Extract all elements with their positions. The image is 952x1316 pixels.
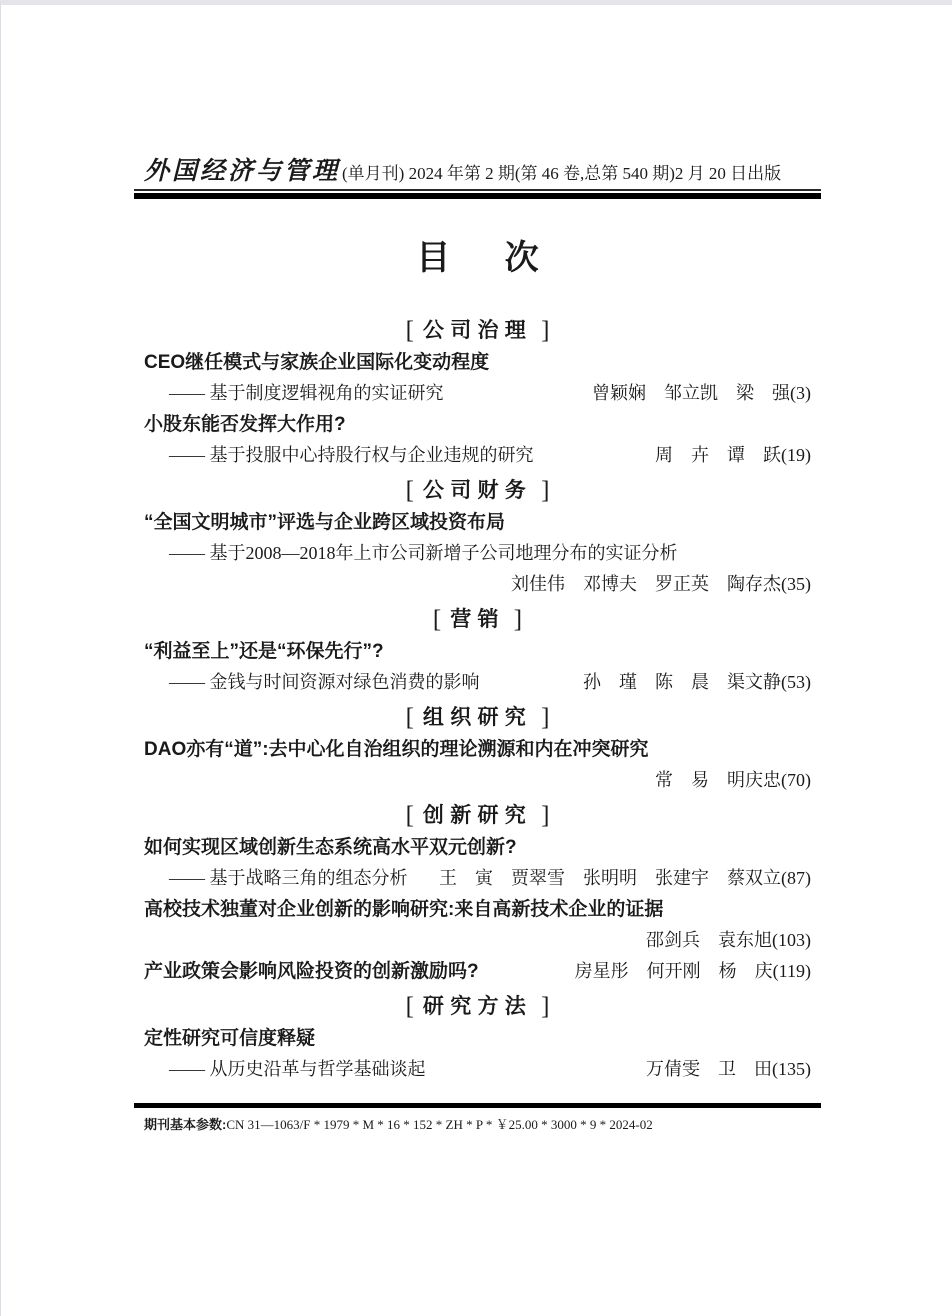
article-authors: 曾颖娴 邹立凯 梁 强(3) (592, 383, 811, 403)
section-head-organization-research (144, 704, 811, 730)
bracket-left: [ (405, 993, 414, 1020)
article-title: “利益至上”还是“环保先行”? (144, 641, 384, 662)
article-title: 高校技术独董对企业创新的影响研究:来自高新技术企业的证据 (144, 899, 664, 920)
article-authors: 万倩雯 卫 田(135) (646, 1059, 811, 1079)
journal-name: 外国经济与管理 (144, 156, 341, 185)
article-subtitle-row (144, 444, 811, 467)
masthead (144, 151, 811, 183)
article-authors-row: 常 易 明庆忠(70) (655, 770, 811, 790)
article-authors: 孙 瑾 陈 晨 渠文静(53) (583, 672, 811, 692)
article-subtitle: —— 基于战略三角的组态分析 (169, 868, 408, 888)
article-subtitle-row (144, 671, 811, 694)
article-title: 如何实现区域创新生态系统高水平双元创新? (144, 837, 517, 858)
section-name: 研究方法 (422, 994, 533, 1018)
section-name: 公司财务 (422, 478, 533, 502)
article-title-row (144, 960, 811, 983)
article-subtitle-row (144, 382, 811, 405)
article-authors-row: 邵剑兵 袁东旭(103) (646, 930, 811, 950)
article-title: 定性研究可信度释疑 (144, 1028, 316, 1049)
bracket-left: [ (432, 606, 442, 633)
masthead-rule-thin (134, 189, 821, 191)
section-head-corporate-governance (144, 317, 811, 343)
bracket-right: ] (541, 317, 550, 344)
bracket-left: [ (405, 477, 414, 504)
bracket-left: [ (405, 317, 414, 344)
article-subtitle: —— 基于2008—2018年上市公司新增子公司地理分布的实证分析 (169, 543, 678, 563)
article-authors-row: 刘佳伟 邓博夫 罗正英 陶存杰(35) (511, 574, 811, 594)
bracket-left: [ (405, 704, 414, 731)
article-subtitle-row (144, 542, 811, 565)
section-head-innovation-research (144, 802, 811, 828)
section-head-corporate-finance (144, 477, 811, 503)
bracket-right: ] (541, 802, 550, 829)
footer-rule (134, 1103, 821, 1108)
bracket-right: ] (541, 993, 550, 1020)
article-title: “全国文明城市”评选与企业跨区域投资布局 (144, 512, 506, 533)
section-head-research-methods (144, 993, 811, 1019)
article-subtitle: —— 从历史沿革与哲学基础谈起 (169, 1059, 426, 1079)
journal-parameters-label: 期刊基本参数: (144, 1117, 227, 1132)
bracket-right: ] (541, 477, 550, 504)
article-title: 小股东能否发挥大作用? (144, 414, 346, 435)
article-title: CEO继任模式与家族企业国际化变动程度 (144, 352, 490, 373)
article-authors: 王 寅 贾翠雪 张明明 张建宇 蔡双立(87) (439, 868, 811, 888)
section-head-marketing (144, 606, 811, 632)
bracket-right: ] (513, 606, 523, 633)
page-content (144, 151, 811, 1081)
toc-title: 目 次 (416, 239, 549, 277)
article-authors: 房星彤 何开刚 杨 庆(119) (574, 961, 811, 981)
masthead-rule-thick (134, 193, 821, 199)
issue-info: (单月刊) 2024 年第 2 期(第 46 卷,总第 540 期)2 月 20 日出版 (342, 164, 782, 183)
article-subtitle-row (144, 1058, 811, 1081)
article-title: DAO亦有“道”:去中心化自治组织的理论溯源和内在冲突研究 (144, 739, 649, 760)
article-subtitle: —— 基于投服中心持股行权与企业违规的研究 (169, 445, 534, 465)
section-name: 营销 (450, 607, 505, 631)
section-name: 创新研究 (422, 803, 533, 827)
article-subtitle-row (144, 867, 811, 890)
bracket-left: [ (405, 802, 414, 829)
section-name: 公司治理 (422, 318, 533, 342)
bracket-right: ] (541, 704, 550, 731)
article-authors: 周 卉 谭 跃(19) (655, 445, 811, 465)
journal-parameters-value: CN 31—1063/F * 1979 * M * 16 * 152 * ZH * P * ￥25.00 * 3000 * 9 * 2024-02 (226, 1117, 653, 1132)
article-title: 产业政策会影响风险投资的创新激励吗? (144, 961, 479, 982)
journal-parameters (144, 1116, 811, 1134)
article-subtitle: —— 基于制度逻辑视角的实证研究 (169, 383, 444, 403)
section-name: 组织研究 (422, 705, 533, 729)
article-subtitle: —— 金钱与时间资源对绿色消费的影响 (169, 672, 480, 692)
page-footer (144, 1103, 811, 1134)
